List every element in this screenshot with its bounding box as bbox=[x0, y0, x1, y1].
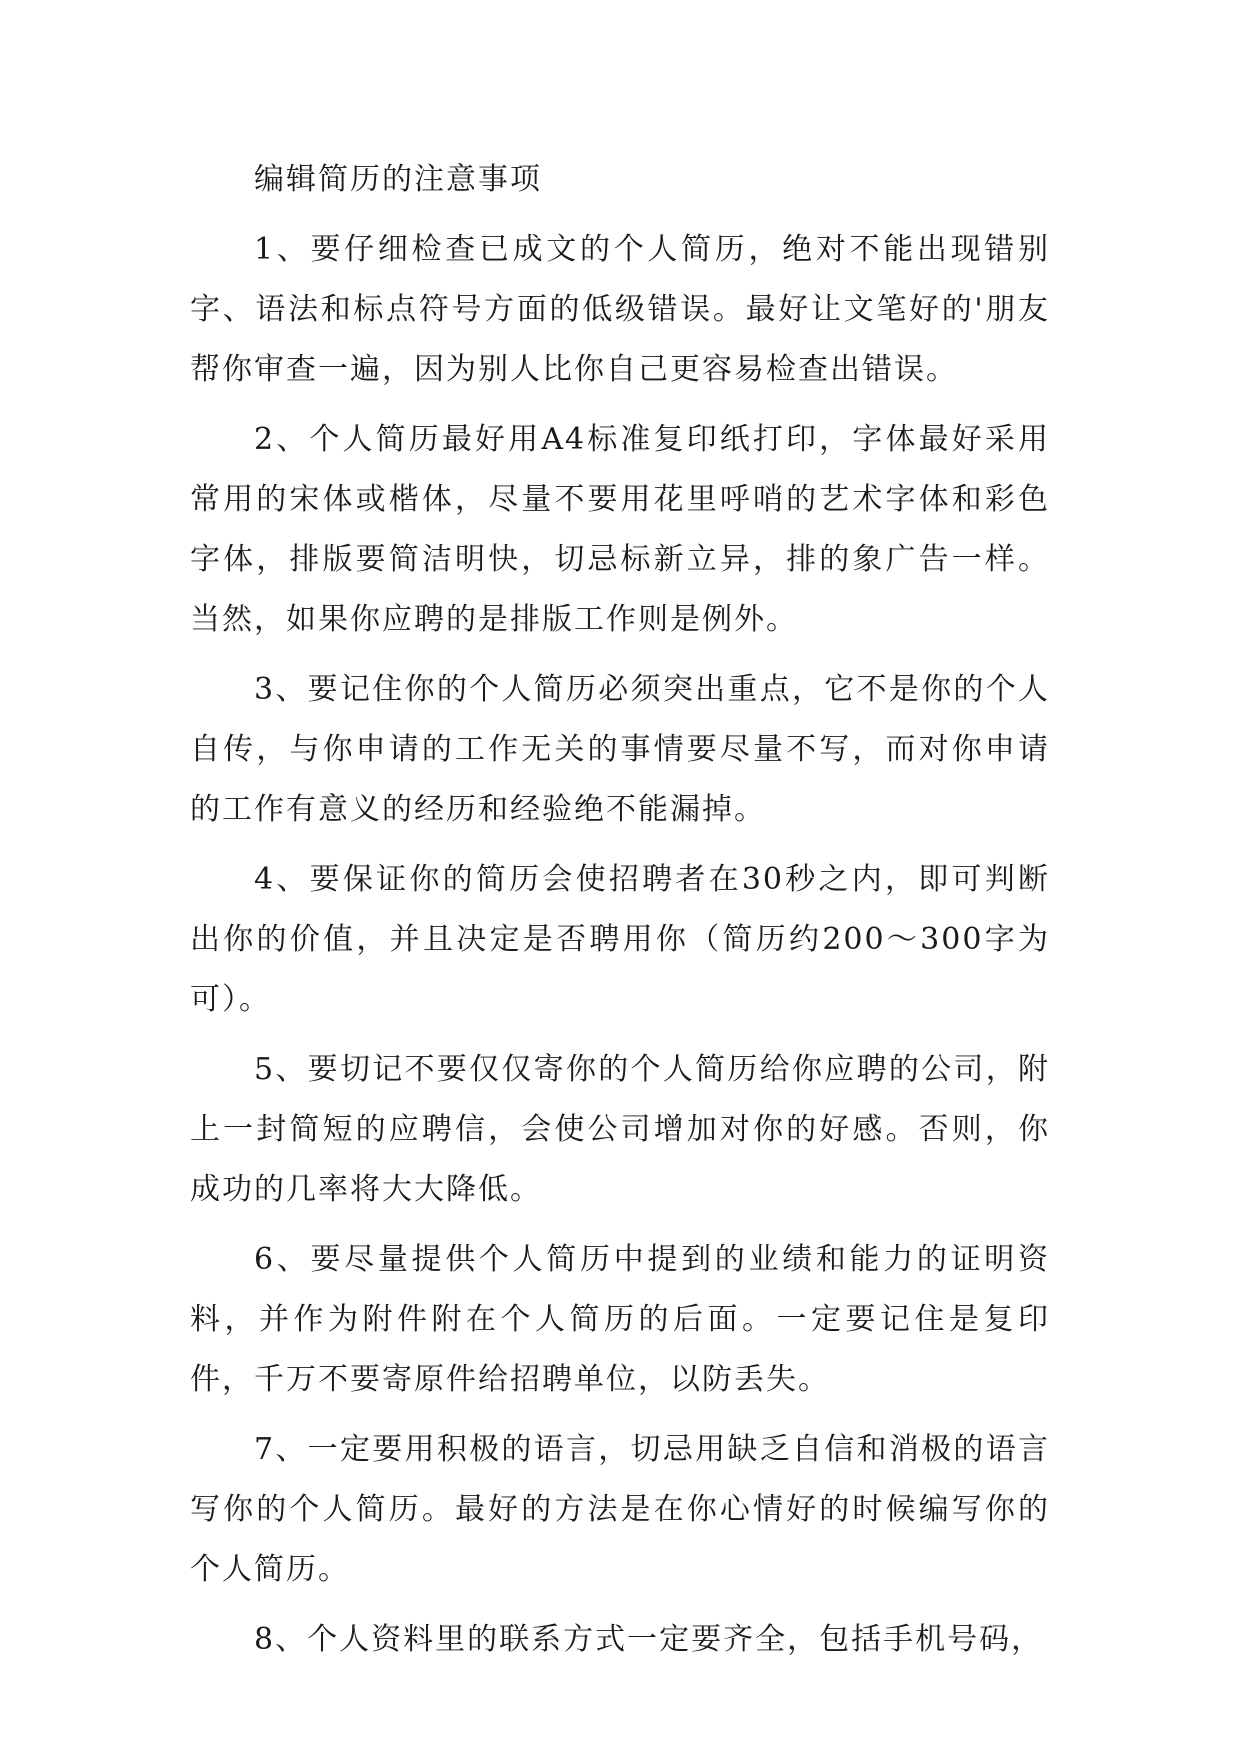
paragraph-8: 8、个人资料里的联系方式一定要齐全，包括手机号码， bbox=[254, 1622, 1044, 1657]
document-body bbox=[190, 150, 1050, 1680]
paragraph-3: 3、要记住你的个人简历必须突出重点，它不是你的个人自传，与你申请的工作无关的事情要尽量不写，而对你申请的工作有意义的经历和经验绝不能漏掉。 bbox=[190, 672, 1050, 827]
paragraph-5: 5、要切记不要仅仅寄你的个人简历给你应聘的公司，附上一封简短的应聘信，会使公司增加对你的好感。否则，你成功的几率将大大降低。 bbox=[190, 1052, 1050, 1207]
document-title: 编辑简历的注意事项 bbox=[254, 162, 542, 197]
paragraph-4: 4、要保证你的简历会使招聘者在30秒之内，即可判断出你的价值，并且决定是否聘用你（简历约200～300字为可）。 bbox=[190, 862, 1050, 1017]
paragraph-6: 6、要尽量提供个人简历中提到的业绩和能力的证明资料，并作为附件附在个人简历的后面。一定要记住是复印件，千万不要寄原件给招聘单位，以防丢失。 bbox=[190, 1242, 1050, 1397]
paragraph-1: 1、要仔细检查已成文的个人简历，绝对不能出现错别字、语法和标点符号方面的低级错误。最好让文笔好的'朋友帮你审查一遍，因为别人比你自己更容易检查出错误。 bbox=[190, 232, 1050, 387]
paragraph-2: 2、个人简历最好用A4标准复印纸打印，字体最好采用常用的宋体或楷体，尽量不要用花里呼哨的艺术字体和彩色字体，排版要简洁明快，切忌标新立异，排的象广告一样。当然，如果你应聘的是排版工作则是例外。 bbox=[190, 422, 1050, 637]
paragraph-7: 7、一定要用积极的语言，切忌用缺乏自信和消极的语言写你的个人简历。最好的方法是在你心情好的时候编写你的个人简历。 bbox=[190, 1432, 1050, 1587]
